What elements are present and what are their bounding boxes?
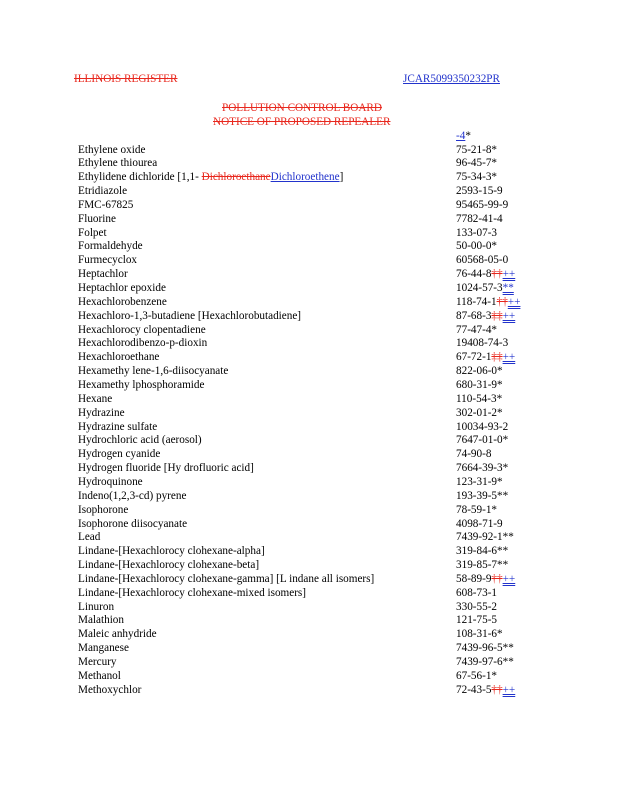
chemical-name: Hexamethy lphosphoramide: [78, 378, 205, 391]
cas-number: [456, 254, 508, 267]
cas-number: [456, 462, 508, 475]
chemical-name: Manganese: [78, 642, 129, 655]
cas-number: [456, 337, 508, 350]
chemical-name: Furmecyclox: [78, 254, 138, 267]
cas-value: 60568-05-0: [456, 254, 509, 267]
cas-value: 680-31-9*: [456, 378, 503, 391]
cas-number: [456, 504, 497, 517]
cas-number: [456, 407, 503, 420]
inserted-footnote-mark: ++: [502, 351, 516, 364]
register-header: ILLINOIS REGISTER: [74, 73, 178, 85]
chemical-name: [78, 171, 343, 184]
cas-value: 96-45-7*: [456, 157, 498, 170]
cas-value: 58-89-9: [456, 572, 492, 585]
chemical-name: Hexachlorodibenzo-p-dioxin: [78, 337, 208, 350]
inserted-footnote-mark: ++: [502, 572, 516, 585]
cas-number: [456, 448, 491, 461]
cas-value: 10034-93-2: [456, 420, 509, 433]
cas-value: 2593-15-9: [456, 185, 503, 198]
chemical-name: Methanol: [78, 669, 121, 682]
cas-value: 7782-41-4: [456, 212, 503, 225]
cas-number: [456, 642, 514, 655]
deleted-footnote-mark: ††: [491, 268, 503, 281]
cas-value: 78-59-1*: [456, 503, 498, 516]
deleted-footnote-mark: ‡‡: [491, 309, 503, 322]
deleted-footnote-mark: ††: [491, 683, 503, 696]
cas-number: [456, 628, 503, 641]
cas-value: 87-68-3: [456, 309, 492, 322]
chemical-name: Hexane: [78, 392, 113, 405]
cas-value: 74-90-8: [456, 448, 492, 461]
cas-value: 7439-97-6**: [456, 655, 514, 668]
page-title-notice: NOTICE OF PROPOSED REPEALER: [213, 116, 391, 128]
chemical-name: Heptachlor: [78, 268, 128, 281]
chemical-name: Ethylene thiourea: [78, 157, 158, 170]
cas-number: [456, 393, 502, 406]
chemical-name: Hexachlorocy clopentadiene: [78, 323, 206, 336]
chemical-name: FMC-67825: [78, 198, 134, 211]
cas-value: 330-55-2: [456, 600, 498, 613]
cas-number: [456, 296, 520, 309]
chemical-name: Isophorone diisocyanate: [78, 517, 188, 530]
column-note-insertion: -4: [456, 130, 466, 142]
cas-number: [456, 240, 497, 253]
cas-number: [456, 490, 508, 503]
page-title-board: POLLUTION CONTROL BOARD: [222, 102, 382, 114]
chemical-name: Ethylene oxide: [78, 143, 146, 156]
chemical-name: Mercury: [78, 655, 117, 668]
cas-number: [456, 559, 508, 572]
chemical-name: Hydrazine: [78, 406, 125, 419]
chemical-name: Formaldehyde: [78, 240, 143, 253]
cas-value: 1024-57-3: [456, 282, 503, 294]
chemical-name: Maleic anhydride: [78, 628, 157, 641]
cas-number: [456, 227, 497, 240]
cas-number: [456, 213, 503, 226]
cas-value: 95465-99-9: [456, 198, 509, 211]
cas-value: 7439-96-5**: [456, 642, 514, 655]
chemical-name: Lindane-[Hexachlorocy clohexane-mixed isomers]: [78, 586, 307, 599]
cas-number: [456, 670, 497, 683]
chemical-name: Folpet: [78, 226, 107, 239]
cas-value: 133-07-3: [456, 226, 498, 239]
chemical-name: Hexachloroethane: [78, 351, 160, 364]
deleted-text: Dichloroethane: [201, 171, 271, 184]
cas-number: [456, 310, 515, 323]
cas-value: 608-73-1: [456, 586, 498, 599]
cas-number: [456, 531, 514, 544]
cas-number: [456, 365, 503, 378]
deleted-footnote-mark: ††: [496, 295, 508, 308]
jcar-code-link[interactable]: JCAR5099350232PR: [403, 73, 500, 85]
cas-value: 123-31-9*: [456, 475, 503, 488]
cas-value: 7664-39-3*: [456, 462, 509, 475]
cas-number: [456, 656, 514, 669]
cas-value: 7439-92-1**: [456, 531, 514, 544]
chemical-name: Etridiazole: [78, 185, 128, 198]
cas-number: [456, 379, 503, 392]
cas-number: [456, 601, 497, 614]
cas-value: 67-72-1: [456, 351, 492, 364]
cas-number: [456, 587, 497, 600]
cas-value: 822-06-0*: [456, 365, 503, 378]
chemical-name: Isophorone: [78, 503, 129, 516]
cas-value: 118-74-1: [456, 295, 497, 308]
cas-value: 110-54-3*: [456, 392, 503, 405]
inserted-text: Dichloroethene: [270, 171, 340, 184]
cas-value: 108-31-6*: [456, 628, 503, 641]
inserted-footnote-mark: ++: [507, 295, 521, 308]
chemical-name: Methoxychlor: [78, 683, 142, 696]
chemical-name: Hydrazine sulfate: [78, 420, 158, 433]
cas-number: [456, 144, 497, 157]
cas-value: 76-44-8: [456, 268, 492, 281]
cas-number: [456, 268, 515, 281]
deleted-footnote-mark: ††: [491, 572, 503, 585]
cas-value: 319-84-6**: [456, 545, 509, 558]
chemical-name: Malathion: [78, 614, 124, 627]
chemical-name: Lead: [78, 531, 101, 544]
chemical-name: Hydroquinone: [78, 475, 143, 488]
cas-value: 193-39-5**: [456, 489, 509, 502]
cas-number: [456, 684, 515, 697]
chemical-name: Hydrochloric acid (aerosol): [78, 434, 202, 447]
cas-number: [456, 351, 515, 364]
chemical-name: Indeno(1,2,3-cd) pyrene: [78, 489, 187, 502]
cas-value: 77-47-4*: [456, 323, 498, 336]
chemical-name: Heptachlor epoxide: [78, 282, 166, 294]
cas-number: [456, 171, 497, 184]
chemical-name: Hydrogen cyanide: [78, 448, 161, 461]
chemical-name: Hexachloro-1,3-butadiene [Hexachlorobutadiene]: [78, 309, 302, 322]
cas-value: 319-85-7**: [456, 559, 509, 571]
cas-number: [456, 518, 503, 531]
name-text: ]: [339, 171, 344, 184]
cas-number: [456, 545, 508, 558]
cas-value: 19408-74-3: [456, 337, 509, 350]
inserted-footnote-mark: ++: [502, 268, 516, 281]
chemical-name: Lindane-[Hexachlorocy clohexane-alpha]: [78, 545, 265, 558]
column-note: [456, 130, 471, 143]
chemical-name: Linuron: [78, 600, 115, 613]
cas-value: 72-43-5: [456, 683, 492, 696]
cas-value: 4098-71-9: [456, 517, 503, 530]
cas-number: [456, 324, 497, 337]
chemical-name: Hexamethy lene-1,6-diisocyanate: [78, 365, 229, 378]
cas-number: [456, 573, 515, 586]
name-text: Ethylidene dichloride [1,1-: [78, 171, 202, 184]
cas-number: [456, 614, 497, 627]
cas-value: 67-56-1*: [456, 669, 498, 682]
inserted-footnote-mark: ++: [502, 309, 516, 322]
inserted-footnote-mark: **: [502, 282, 514, 294]
cas-value: 121-75-5: [456, 614, 498, 627]
cas-value: 75-21-8*: [456, 143, 498, 156]
cas-number: [456, 434, 508, 447]
cas-value: 7647-01-0*: [456, 434, 509, 447]
cas-number: [456, 421, 508, 434]
inserted-footnote-mark: ++: [502, 683, 516, 696]
deleted-footnote-mark: ‡‡: [491, 351, 503, 364]
cas-value: 75-34-3*: [456, 171, 498, 184]
chemical-name: Lindane-[Hexachlorocy clohexane-beta]: [78, 559, 260, 571]
cas-number: [456, 157, 497, 170]
cas-number: [456, 199, 508, 212]
chemical-name: Hydrogen fluoride [Hy drofluoric acid]: [78, 462, 254, 475]
chemical-name: Fluorine: [78, 212, 116, 225]
cas-value: 302-01-2*: [456, 406, 503, 419]
cas-number: [456, 476, 503, 489]
column-note-star: *: [465, 130, 471, 142]
cas-value: 50-00-0*: [456, 240, 498, 253]
cas-number: [456, 282, 514, 295]
cas-number: [456, 185, 503, 198]
chemical-name: Hexachlorobenzene: [78, 295, 167, 308]
chemical-name: Lindane-[Hexachlorocy clohexane-gamma] [L indane all isomers]: [78, 572, 375, 585]
